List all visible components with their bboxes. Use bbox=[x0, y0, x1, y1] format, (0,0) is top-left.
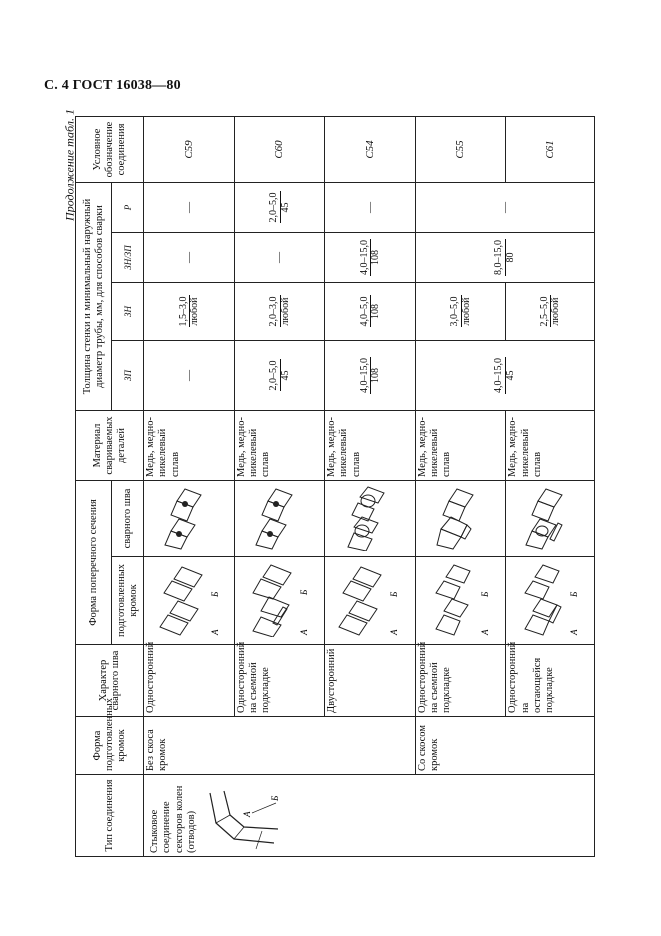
zp-shared-value: 4,0–15,0 45 bbox=[415, 341, 594, 411]
prepared-edges-sketch bbox=[506, 557, 595, 645]
prepared-edges-sketch bbox=[144, 557, 235, 645]
joint-name: Стыковое соединение секторов колен (отводов) bbox=[149, 785, 197, 853]
col-znzp: ЗН/ЗП bbox=[112, 233, 144, 283]
material: Медь, медно-никелевый сплав bbox=[415, 411, 506, 481]
weld-character: Двусторонний bbox=[325, 645, 416, 717]
col-cross-section: Форма поперечного сечения bbox=[76, 481, 112, 645]
page-header: С. 4 ГОСТ 16038—80 bbox=[44, 78, 181, 93]
weld-character: Односторонний на съемной подкладке bbox=[415, 645, 506, 717]
material: Медь, медно-никелевый сплав bbox=[144, 411, 235, 481]
weld-character: Односторонний на остающейся подкладке bbox=[506, 645, 595, 717]
label-b: Б bbox=[210, 592, 221, 598]
material: Медь, медно-никелевый сплав bbox=[325, 411, 416, 481]
col-prepared-edges: подготовленных кромок bbox=[112, 557, 144, 645]
weld-character: Односторонний bbox=[144, 645, 235, 717]
designation-code: С60 bbox=[234, 116, 325, 182]
svg-text:Б: Б bbox=[298, 590, 309, 596]
col-zp: ЗП bbox=[112, 341, 144, 411]
zp-value: 2,0–5,0 45 bbox=[234, 341, 325, 411]
zn-value: 2,5–5,0 любой bbox=[506, 283, 595, 341]
welded-seam-sketch bbox=[325, 481, 416, 557]
znzp-value: — bbox=[144, 233, 235, 283]
zn-value: 3,0–5,0 любой bbox=[415, 283, 506, 341]
col-welded-seam: сварного шва bbox=[112, 481, 144, 557]
zn-value: 1,5–3,0 любой bbox=[144, 283, 235, 341]
r-shared-value: — bbox=[415, 182, 594, 232]
welded-seam-sketch bbox=[144, 481, 235, 557]
rotated-table bbox=[75, 117, 595, 857]
znzp-value: 4,0–15,0 108 bbox=[325, 233, 416, 283]
continuation-label: Продолжение табл. 1 bbox=[62, 109, 77, 221]
col-edge-form: Форма подготовленных кромок bbox=[76, 717, 144, 775]
svg-text:А: А bbox=[389, 630, 400, 636]
zn-value: 4,0–5,0 108 bbox=[325, 283, 416, 341]
col-designation: Условное обозначение соединения bbox=[76, 116, 144, 182]
col-zn: ЗН bbox=[112, 283, 144, 341]
zp-value: 4,0–15,0 108 bbox=[325, 341, 416, 411]
svg-text:А: А bbox=[298, 630, 309, 636]
table-row bbox=[415, 116, 506, 856]
weld-character: Односторонний на съемной подкладке bbox=[234, 645, 325, 717]
elbow-sketch bbox=[204, 779, 284, 853]
welded-seam-sketch bbox=[506, 481, 595, 557]
zp-value: — bbox=[144, 341, 235, 411]
col-r: Р bbox=[112, 182, 144, 232]
col-joint-type: Тип соединения bbox=[76, 775, 144, 857]
edge-form-group-1: Без скоса кромок bbox=[144, 717, 416, 775]
znzp-shared-value: 8,0–15,0 80 bbox=[415, 233, 594, 283]
prepared-edges-sketch bbox=[325, 557, 416, 645]
znzp-value: — bbox=[234, 233, 325, 283]
r-value: — bbox=[325, 182, 416, 232]
r-value: 2,0–5,0 45 bbox=[234, 182, 325, 232]
svg-text:Б: Б bbox=[569, 592, 580, 598]
svg-text:Б: Б bbox=[479, 592, 490, 598]
label-a: А bbox=[210, 630, 221, 636]
designation-code: С54 bbox=[325, 116, 416, 182]
col-material: Материал свариваемых деталей bbox=[76, 411, 144, 481]
svg-text:Б: Б bbox=[389, 592, 400, 598]
prepared-edges-sketch bbox=[234, 557, 325, 645]
designation-code: С61 bbox=[506, 116, 595, 182]
table-row bbox=[144, 116, 235, 856]
prepared-edges-sketch bbox=[415, 557, 506, 645]
col-thickness: Толщина стенки и минимальный наружный диаметр трубы, мм, для способов сварки bbox=[76, 182, 112, 410]
col-weld-character: Характер сварного шва bbox=[76, 645, 144, 717]
welded-seam-sketch bbox=[234, 481, 325, 557]
joint-type-cell bbox=[144, 775, 595, 857]
elbow-label-a: А bbox=[241, 811, 252, 817]
material: Медь, медно-никелевый сплав bbox=[506, 411, 595, 481]
svg-text:А: А bbox=[569, 630, 580, 636]
designation-code: С59 bbox=[144, 116, 235, 182]
welded-seam-sketch bbox=[415, 481, 506, 557]
joints-table bbox=[75, 116, 595, 857]
r-value: — bbox=[144, 182, 235, 232]
elbow-label-b: Б bbox=[269, 795, 280, 801]
zn-value: 2,0–3,0 любой bbox=[234, 283, 325, 341]
designation-code: С55 bbox=[415, 116, 506, 182]
material: Медь, медно-никелевый сплав bbox=[234, 411, 325, 481]
svg-text:А: А bbox=[479, 630, 490, 636]
edge-form-group-2: Со скосом кромок bbox=[415, 717, 594, 775]
